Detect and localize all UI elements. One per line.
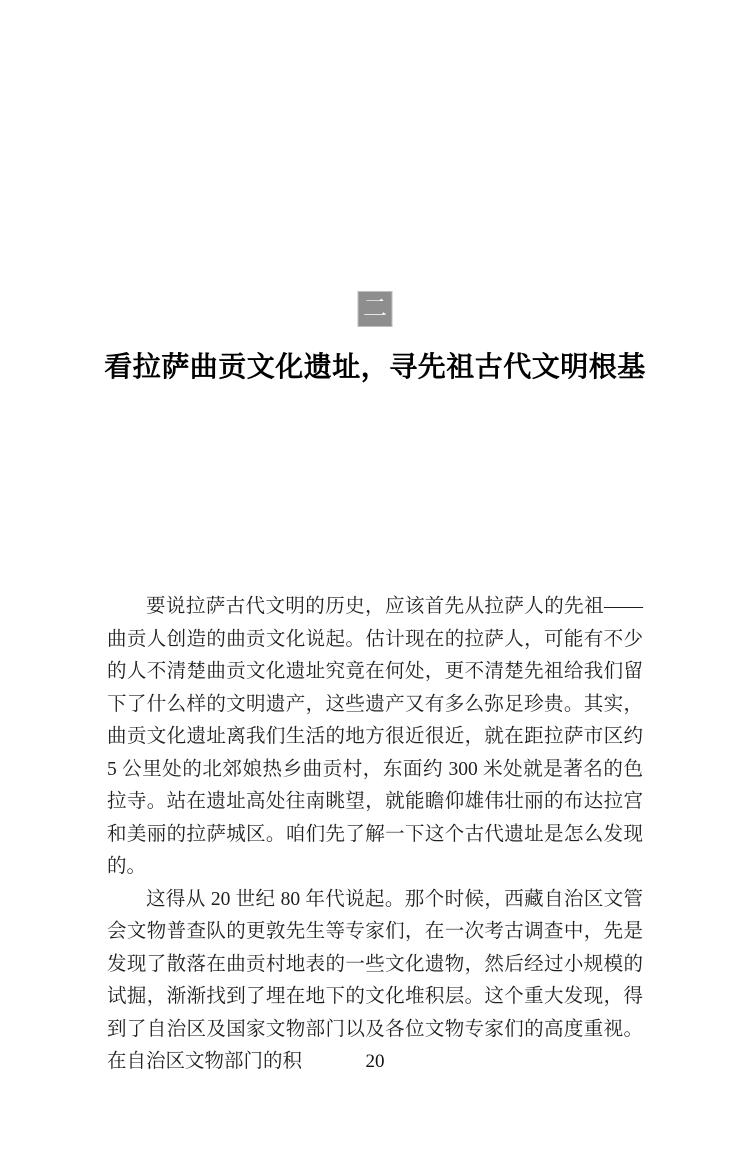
paragraph-2: 这得从 20 世纪 80 年代说起。那个时候，西藏自治区文管会文物普查队的更敦先生等专家们，在一次考古调查中，先是发现了散落在曲贡村地表的一些文化遗物，然后经过小规模的试掘，渐渐找到了埋在地下的文化堆积层。这个重大发现，得到了自治区及国家文物部门以及各位文物专家们的高度重视。在自治区文物部门的积 <box>107 888 643 1072</box>
paragraph-1: 要说拉萨古代文明的历史，应该首先从拉萨人的先祖——曲贡人创造的曲贡文化说起。估计现在的拉萨人，可能有不少的人不清楚曲贡文化遗址究竟在何处，更不清楚先祖给我们留下了什么样的文明遗产，这些遗产又有多么弥足珍贵。其实，曲贡文化遗址离我们生活的地方很近很近，就在距拉萨市区约 5 公里处的北郊娘热乡曲贡村，东面约 300 米处就是著名的色拉寺。站在遗址高处往南眺望，就能瞻仰雄伟壮丽的布达拉宫和美丽的拉萨城区。咱们先了解一下这个古代遗址是怎么发现的。 <box>107 596 643 877</box>
chapter-number: 二 <box>363 296 387 322</box>
body-text <box>107 591 643 1079</box>
page-number: 20 <box>365 1051 385 1072</box>
chapter-title: 看拉萨曲贡文化遗址，寻先祖古代文明根基 <box>104 352 646 383</box>
chapter-number-badge <box>358 291 393 327</box>
